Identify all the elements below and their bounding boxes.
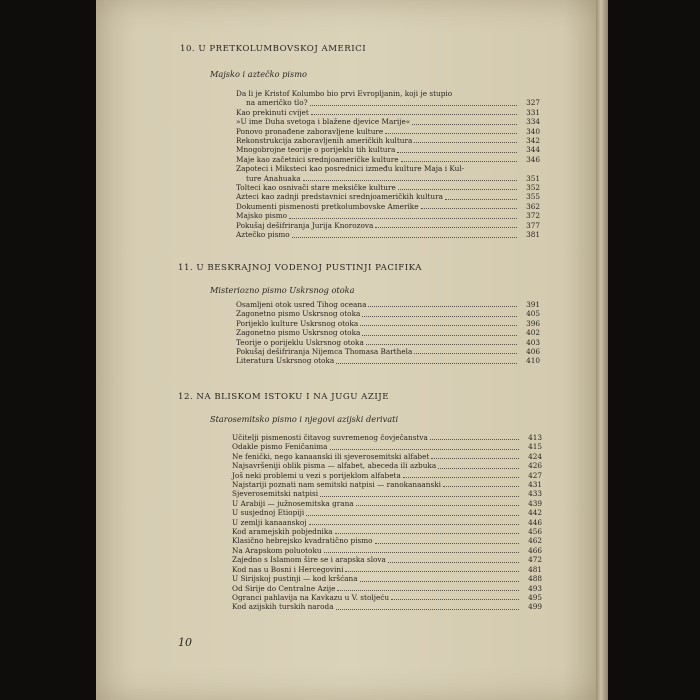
toc-entry: Najsavršeniji oblik pisma — alfabet, abeceda ili azbuka 426 <box>232 461 542 471</box>
toc-entry: Pokušaj dešifriranja Nijemca Thomasa Barthela 406 <box>236 347 540 357</box>
toc-entry: Porijeklo kulture Uskrsnog otoka 396 <box>236 318 540 328</box>
toc-entry: Osamljeni otok usred Tihog oceana 391 <box>236 300 540 309</box>
toc-entry: U susjednoj Etiopiji 442 <box>232 508 542 518</box>
toc-entry: U Sirijskoj pustinji — kod kršćana 488 <box>232 574 542 584</box>
toc-entry: Od Sirije do Centralne Azije 493 <box>232 583 542 593</box>
toc-entry: Majsko pismo 372 <box>236 211 540 221</box>
toc-entry: Dokumenti pismenosti pretkolumbovske Amerike 362 <box>236 201 540 211</box>
chapter-heading-10: 10. U PRETKOLUMBOVSKOJ AMERICI <box>180 44 367 54</box>
toc-entry: Najstariji poznati nam semitski natpisi — ranokanaanski 431 <box>232 480 542 490</box>
toc-entry: Rekonstrukcija zaboravljenih američkih kultura 342 <box>236 136 540 146</box>
toc-entry: na američko tlo? 327 <box>246 98 540 108</box>
toc-entry: Aztečko pismo 381 <box>236 230 540 240</box>
toc-entry: Azteci kao zadnji predstavnici srednjoameričkih kultura 355 <box>236 192 540 202</box>
toc-list-12 <box>232 433 542 612</box>
toc-entry: Na Arapskom poluotoku 466 <box>232 545 542 555</box>
toc-entry: »U ime Duha svetoga i blažene djevice Marije« 334 <box>236 117 540 127</box>
page-number: 10 <box>178 636 192 649</box>
toc-entry: U Arabiji — južnosemitska grana 439 <box>232 498 542 508</box>
toc-entry: Zapoteci i Miksteci kao posrednici između kulture Maja i Kul- <box>236 164 465 174</box>
toc-entry: Mnogobrojne teorije o porijeklu tih kultura 344 <box>236 145 540 155</box>
toc-list-10 <box>236 89 540 240</box>
toc-entry: U zemlji kanaanskoj 446 <box>232 517 542 527</box>
toc-entry: Zagonetno pismo Uskrsnog otoka 402 <box>236 328 540 338</box>
chapter-subheading-11: Misteriozno pismo Uskrsnog otoka <box>210 285 355 295</box>
toc-entry: Ponovo pronađene zaboravljene kulture 340 <box>236 126 540 136</box>
toc-entry: Da li je Kristof Kolumbo bio prvi Evropljanin, koji je stupio <box>236 89 453 98</box>
toc-entry: ture Anahuaka 351 <box>246 173 540 183</box>
toc-entry: Kao prekinuti cvijet 331 <box>236 107 540 117</box>
toc-entry: Kod azijskih turskih naroda 499 <box>232 602 542 612</box>
toc-entry: Zajedno s Islamom šire se i arapska slova 472 <box>232 555 542 565</box>
toc-entry: Učitelji pismenosti čitavog suvremenog čovječanstva 413 <box>232 433 542 442</box>
chapter-heading-12: 12. NA BLISKOM ISTOKU I NA JUGU AZIJE <box>178 392 389 402</box>
chapter-heading-11: 11. U BESKRAJNOJ VODENOJ PUSTINJI PACIFIKA <box>178 263 422 273</box>
toc-entry: Teorije o porijeklu Uskrsnog otoka 403 <box>236 337 540 347</box>
toc-entry: Još neki problemi u vezi s porijeklom alfabeta 427 <box>232 470 542 480</box>
toc-entry: Pokušaj dešifriranja Jurija Knorozova 377 <box>236 220 540 230</box>
toc-entry: Kod nas u Bosni i Hercegovini 481 <box>232 564 542 574</box>
toc-entry: Maje kao začetnici srednjoameričke kulture 346 <box>236 154 540 164</box>
toc-entry: Zagonetno pismo Uskrsnog otoka 405 <box>236 309 540 319</box>
toc-entry: Ogranci pahlavija na Kavkazu u V. stoljeću 495 <box>232 592 542 602</box>
toc-entry: Tolteci kao osnivači stare meksičke kulture 352 <box>236 183 540 193</box>
toc-entry: Klasično hebrejsko kvadratično pismo 462 <box>232 536 542 546</box>
chapter-subheading-10: Majsko i aztečko pismo <box>210 69 307 79</box>
toc-entry: Ne fenički, nego kanaanski ili sjeverosemitski alfabet 424 <box>232 451 542 461</box>
chapter-subheading-12: Starosemitsko pismo i njegovi azijski derivati <box>210 414 399 424</box>
toc-entry: Sjeverosemitski natpisi 433 <box>232 489 542 499</box>
toc-entry: Odakle pismo Feničanima 415 <box>232 442 542 452</box>
toc-list-11 <box>236 300 540 366</box>
toc-entry: Kod aramejskih pobjednika 456 <box>232 527 542 537</box>
toc-entry: Literatura Uskrsnog otoka 410 <box>236 356 540 366</box>
